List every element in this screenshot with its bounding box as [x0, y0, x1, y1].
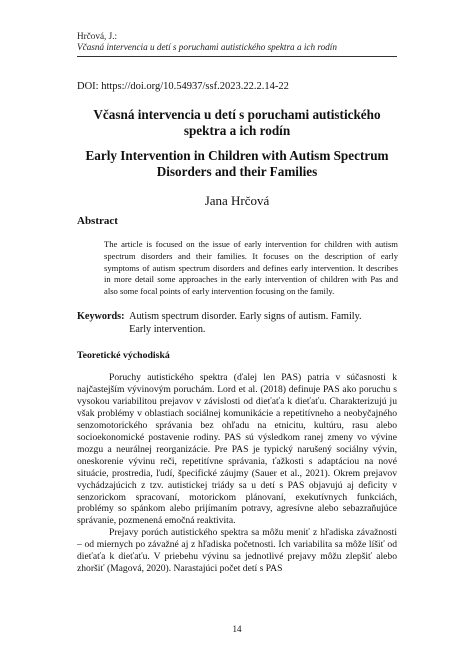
keywords-label: Keywords:	[77, 311, 125, 322]
author-name: Jana Hrčová	[204, 193, 270, 208]
page-number: 14	[232, 624, 242, 634]
paragraph: Prejavy porúch autistického spektra sa môžu meniť z hľadiska závažnosti – od miernych po závažné aj z hľadiska početnosti. Ich variabilita sa môže líšiť od dieťaťa k dieťaťu. V priebehu vývinu sa jednotlivé prejavy môžu zlepšiť alebo zhoršiť (Magová, 2020). Narastajúci počet detí s PAS	[77, 527, 397, 575]
doi[interactable]: DOI: https://doi.org/10.54937/ssf.2023.22.2.14-22	[77, 81, 289, 92]
section-heading: Teoretické východiská	[77, 350, 170, 361]
running-head	[77, 31, 407, 53]
keywords	[77, 311, 397, 336]
header-divider	[77, 56, 397, 57]
body-text	[77, 372, 397, 575]
abstract-heading: Abstract	[77, 215, 118, 227]
keywords-text: Autism spectrum disorder. Early signs of autism. Family. Early intervention.	[129, 311, 362, 335]
abstract-text: The article is focused on the issue of early intervention for children with autism spectrum disorders and their families. It focuses on the description of early symptoms of autism spectrum disorders and defines early intervention. It describes in more detail some approaches in the early intervention of children with Pas and also some focal points of early intervention focusing on the family.	[104, 239, 398, 297]
title-slovak: Včasná intervencia u detí s poruchami autistického spektra a ich rodín	[93, 107, 381, 138]
title-english: Early Intervention in Children with Autism Spectrum Disorders and their Families	[85, 148, 389, 179]
running-head-author: Hrčová, J.:	[77, 31, 118, 41]
running-head-title: Včasná intervencia u detí s poruchami autistického spektra a ich rodín	[77, 42, 337, 52]
paragraph: Poruchy autistického spektra (ďalej len PAS) patria v súčasnosti k najčastejším vývinovým poruchám. Lord et al. (2018) definuje PAS ako poruchu s vysokou variabilitou prejavov v závislosti od dieťaťa k dieťaťu. Charakterizujú ju však problémy v oblastiach sociálnej komunikácie a repetitívneho a neobyčajného senzomotorického správania bez ohľadu na etnicitu, kultúru, rasu alebo socioekonomické postavenie rodiny. PAS sú výsledkom ranej zmeny vo vývine mozgu a neurálnej reorganizácie. Pre PAS je typický narušený sociálny vývin, oneskorenie vývinu reči, repetitívne správania, ťažkosti s adaptáciou na nové situácie, prostredia, ľudí, špecifické záujmy (Sauer et al., 2021). Okrem prejavov vychádzajúcich z tzv. autistickej triády sa u detí s PAS objavujú aj deficity v senzorickom spracovaní, motorickom plánovaní, exekutívnych funkciách, problémy so spánkom alebo prijímaním potravy, agresívne alebo sebazraňujúce správanie, pozmenená emočná reaktivita.	[77, 372, 397, 527]
